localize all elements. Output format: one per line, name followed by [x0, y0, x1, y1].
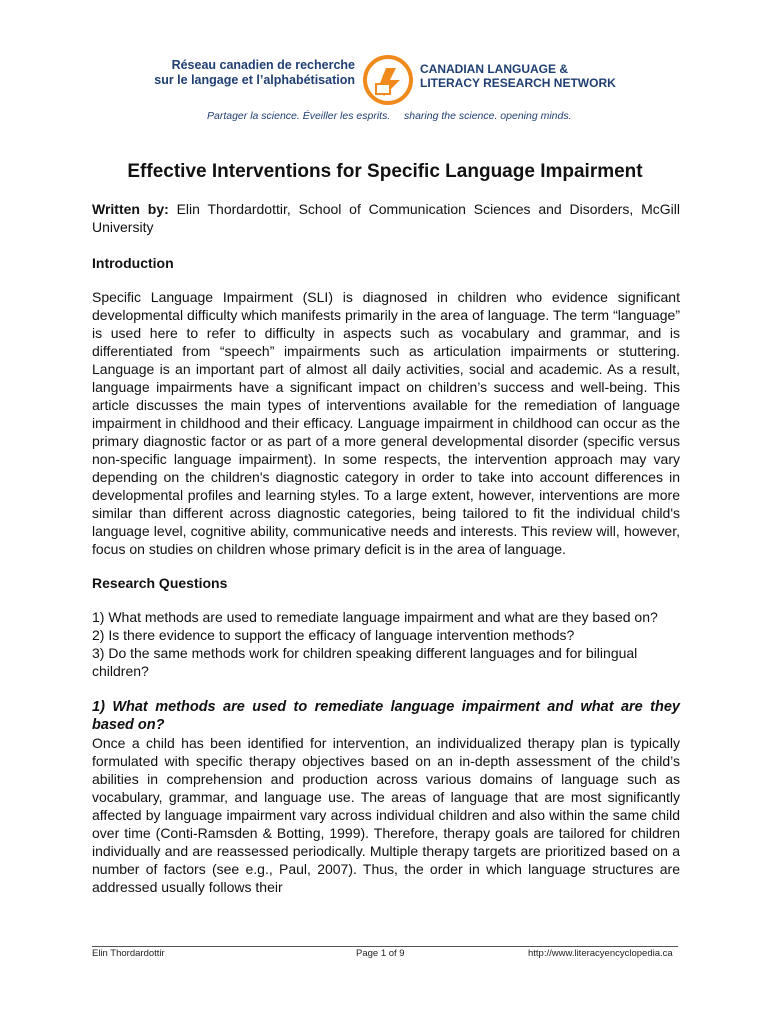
- footer-url-link[interactable]: http://www.literacyencyclopedia.ca: [528, 948, 673, 959]
- document-body: [92, 200, 680, 896]
- byline: [92, 200, 680, 236]
- byline-text: Elin Thordardottir, School of Communication Sciences and Disorders, McGill University: [92, 201, 680, 235]
- research-question-2: 2) Is there evidence to support the efficacy of language intervention methods?: [92, 627, 575, 643]
- research-question-3: 3) Do the same methods work for children speaking different languages and for bilingual children?: [92, 645, 638, 679]
- tagline-english: sharing the science. opening minds.: [404, 110, 572, 122]
- footer-divider: [92, 946, 678, 947]
- section-1-heading: 1) What methods are used to remediate language impairment and what are they based on?: [92, 699, 680, 733]
- network-name-english: CANADIAN LANGUAGE & LITERACY RESEARCH NETWORK: [420, 62, 616, 90]
- letterhead: [0, 0, 768, 130]
- byline-label: Written by:: [92, 201, 169, 217]
- introduction-heading: Introduction: [92, 255, 174, 271]
- footer-page-number: Page 1 of 9: [356, 948, 405, 959]
- introduction-paragraph: Specific Language Impairment (SLI) is diagnosed in children who evidence significant developmental difficulty which manifests primarily in the area of language. The term “language” is used here to refer to difficulty in aspects such as vocabulary and grammar, and is differentiated from “speech” impairments such as articulation impairments or stuttering. Language is an important part of almost all daily activities, social and academic. As a result, language impairments have a significant impact on children’s success and well-being. This article discusses the main types of interventions available for the remediation of language impairment in childhood and their efficacy. Language impairment in childhood can occur as the primary diagnostic factor or as part of a more general developmental disorder (specific versus non-specific language impairment). In some respects, the intervention approach may vary depending on the children's diagnostic category in order to take into account differences in developmental profiles and learning styles. To a large extent, however, interventions are more similar than different across diagnostic categories, being tailored to fit the individual child's language level, cognitive ability, communicative needs and interests. This review will, however, focus on studies on children whose primary deficit is in the area of language.: [92, 289, 680, 557]
- tagline-french: Partager la science. Éveiller les esprits.: [207, 110, 391, 122]
- research-question-1: 1) What methods are used to remediate language impairment and what are they based on?: [92, 609, 658, 625]
- document-title: Effective Interventions for Specific Language Impairment: [127, 161, 643, 182]
- network-logo-icon: [362, 54, 414, 106]
- section-1-paragraph: Once a child has been identified for intervention, an individualized therapy plan is typically formulated with specific therapy objectives based on an in-depth assessment of the child’s abilities in comprehension and production across various domains of language such as vocabulary, grammar, and language use. The areas of language that are most significantly affected by language impairment vary across individual children and also within the same child over time (Conti-Ramsden & Botting, 1999). Therefore, therapy goals are tailored for children individually and are reassessed periodically. Multiple therapy targets are prioritized based on a number of factors (see e.g., Paul, 2007). Thus, the order in which language structures are addressed usually follows their: [92, 735, 680, 895]
- network-name-french: Réseau canadien de recherche sur le langage et l’alphabétisation: [154, 58, 355, 87]
- footer-author: Elin Thordardottir: [92, 948, 165, 959]
- research-questions-heading: Research Questions: [92, 575, 228, 591]
